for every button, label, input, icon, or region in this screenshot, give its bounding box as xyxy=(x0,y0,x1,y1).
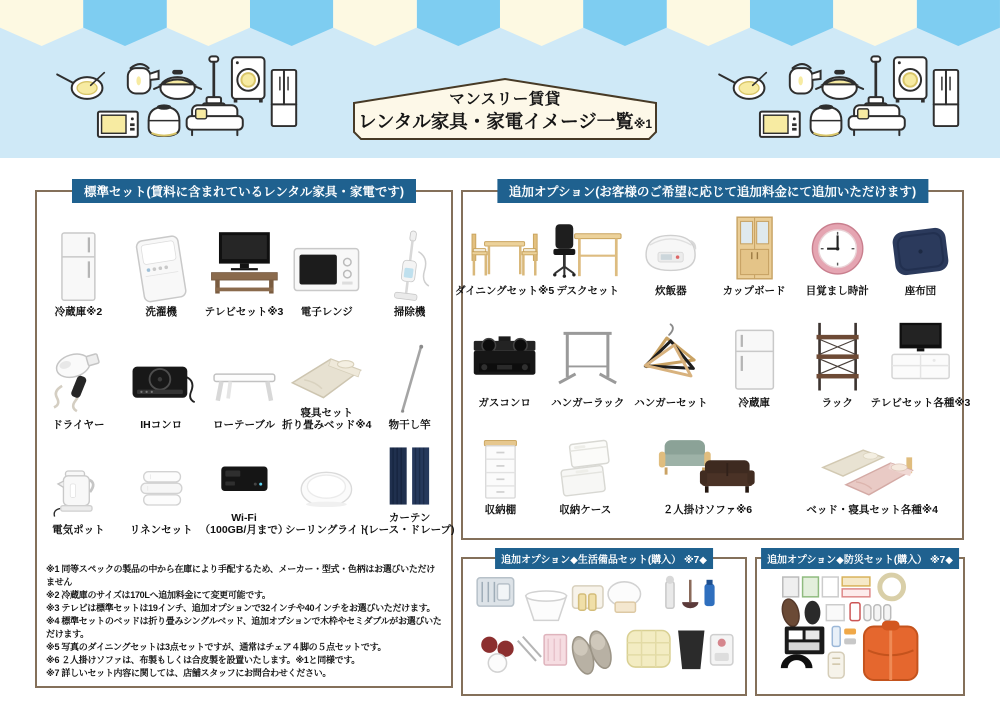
standard-set-panel xyxy=(35,185,455,688)
low-table-icon xyxy=(207,343,282,417)
product-label: 電子レンジ xyxy=(300,306,353,318)
product-image xyxy=(368,209,451,304)
awning-stripe xyxy=(583,0,666,46)
product-image xyxy=(633,430,783,502)
product-image xyxy=(463,430,538,502)
awning-stripe xyxy=(750,0,833,46)
product-item xyxy=(713,213,796,297)
product-label: ハンガーラック xyxy=(551,396,625,409)
product-item xyxy=(120,454,203,536)
product-image xyxy=(203,343,286,417)
desk-set-icon xyxy=(550,213,625,283)
product-label: ドライヤー xyxy=(52,419,105,432)
laundry-pole-icon xyxy=(372,343,447,417)
product-item xyxy=(203,343,286,431)
product-image xyxy=(879,319,962,395)
fridge-small-icon xyxy=(717,319,792,395)
product-row xyxy=(37,331,451,431)
dining-set-icon xyxy=(467,213,542,283)
product-image xyxy=(782,430,962,502)
footnotes-list xyxy=(37,563,451,680)
appliance-decor-right xyxy=(702,46,960,150)
product-label: ハンガーセット xyxy=(634,396,708,409)
rice-cooker-icon xyxy=(149,104,180,136)
product-item xyxy=(282,331,372,432)
product-image xyxy=(463,319,546,395)
product-sublabel: （100GB/月まで） xyxy=(199,524,289,537)
product-item xyxy=(203,209,286,318)
washing-machine-icon xyxy=(894,57,927,102)
title-banner xyxy=(346,76,664,142)
footnote: ※3 テレビは標準セットは19インチ、追加オプションで32インチや40インチをお選びいただけます。 xyxy=(46,602,436,613)
product-image xyxy=(37,454,120,522)
product-item xyxy=(538,430,633,516)
product-label: 炊飯器 xyxy=(655,285,687,298)
awning-stripe xyxy=(500,0,583,46)
product-item xyxy=(713,319,796,409)
footnote: ※1 同等スペックの製品の中から在庫により手配するため、メーカー・型式・色柄はお選びいただけません xyxy=(46,563,435,587)
living-goods-header: 追加オプション◆生活備品セット(購入） ※7◆ xyxy=(495,548,713,569)
pot-icon xyxy=(816,70,863,99)
optional-set-panel xyxy=(454,185,971,540)
product-row xyxy=(463,430,962,516)
product-label: カーテン xyxy=(388,512,431,525)
product-label: シーリングライト xyxy=(285,524,369,537)
awning-stripe xyxy=(667,0,750,46)
tv-lowboard-icon xyxy=(207,209,282,304)
appliance-decor-left xyxy=(40,46,298,150)
fridge-icon xyxy=(41,209,116,304)
pot-icon xyxy=(154,70,201,99)
product-label: 収納棚 xyxy=(484,504,517,517)
alarm-clock-icon xyxy=(800,213,875,283)
product-item xyxy=(633,430,783,516)
footnote: ※7 詳しいセット内容に関しては、店舗スタッフにお問合わせください。 xyxy=(46,667,332,678)
product-image xyxy=(538,430,633,502)
product-label: 寝具セット xyxy=(300,407,354,420)
product-image xyxy=(796,213,879,283)
living-goods-set-icon xyxy=(467,567,741,690)
product-label: 冷蔵庫※2 xyxy=(54,306,103,318)
refrigerator-icon xyxy=(272,70,296,126)
awning-stripes xyxy=(0,0,1000,46)
product-image xyxy=(285,454,368,522)
page-title-line2 xyxy=(346,108,664,134)
product-label: 冷蔵庫 xyxy=(738,396,770,409)
awning-stripe xyxy=(83,0,166,46)
product-item xyxy=(285,454,368,536)
product-image xyxy=(546,319,629,395)
product-image xyxy=(368,343,451,417)
product-label: 収納ケース xyxy=(559,504,612,517)
product-sublabel: (レース・ドレープ) xyxy=(364,524,455,537)
product-row xyxy=(454,213,962,298)
bed-set-icon xyxy=(786,430,958,502)
sofa-2seat-icon xyxy=(637,430,779,502)
product-label: ベッド・寝具セット各種※4 xyxy=(806,504,938,517)
electric-pot-icon xyxy=(41,454,116,522)
product-row xyxy=(463,319,971,409)
product-label: リネンセット xyxy=(129,524,193,537)
wifi-router-icon xyxy=(207,442,282,510)
product-image xyxy=(463,213,546,283)
product-item xyxy=(546,319,629,409)
product-item xyxy=(546,213,629,297)
product-item xyxy=(120,209,203,318)
product-label: デスクセット xyxy=(556,285,620,298)
sofa-icon xyxy=(187,105,243,135)
cupboard-icon xyxy=(717,213,792,283)
product-item xyxy=(463,319,546,409)
hair-dryer-icon xyxy=(41,343,116,417)
tv-stand-set-icon xyxy=(883,319,958,395)
bedding-set-icon xyxy=(289,331,364,405)
awning-banner xyxy=(0,0,1000,158)
disaster-kit-box xyxy=(755,557,965,696)
product-item xyxy=(199,442,289,537)
product-label: ２人掛けソファ※6 xyxy=(662,504,753,517)
optional-set-header: 追加オプション(お客様のご希望に応じて追加料金にて追加いただけます) xyxy=(497,179,928,203)
product-label: テレビセット※3 xyxy=(204,306,284,318)
washing-machine-icon xyxy=(232,57,265,102)
product-label: 洗濯機 xyxy=(145,306,177,318)
product-item xyxy=(364,442,455,537)
rice-cooker-icon xyxy=(811,104,842,136)
product-sublabel: 折り畳みベッド※4 xyxy=(282,419,372,432)
product-image xyxy=(203,442,286,510)
product-image xyxy=(285,331,368,405)
stick-vacuum-icon xyxy=(372,209,447,304)
awning-stripe xyxy=(0,0,83,46)
awning-stripe xyxy=(917,0,1000,46)
rack-shelf-icon xyxy=(800,319,875,395)
footnote: ※4 標準セットのベッドは折り畳みシングルベッド、追加オプションで木枠やセミダブルがお選びいただけます。 xyxy=(46,615,442,639)
rice-cooker-icon xyxy=(633,213,708,283)
product-image xyxy=(796,319,879,395)
product-item xyxy=(37,454,120,536)
product-image xyxy=(713,319,796,395)
footnote: ※2 冷蔵庫のサイズは170Lへ追加料金にて変更可能です。 xyxy=(46,589,271,600)
hanger-set-icon xyxy=(633,319,708,395)
product-item xyxy=(37,343,120,431)
product-image xyxy=(546,213,629,283)
product-item xyxy=(782,430,962,516)
frying-pan-icon xyxy=(719,73,766,99)
product-label: 座布団 xyxy=(904,285,937,298)
product-label: カップボード xyxy=(722,285,786,298)
product-item xyxy=(37,209,120,318)
product-image xyxy=(629,319,712,395)
microwave-icon xyxy=(98,112,138,137)
curtain-icon xyxy=(372,442,447,510)
product-item xyxy=(285,209,368,318)
standard-set-header: 標準セット(賃料に含まれているレンタル家具・家電です) xyxy=(72,179,416,203)
product-image xyxy=(203,209,286,304)
refrigerator-icon xyxy=(934,70,958,126)
product-label: ローテーブル xyxy=(212,419,276,432)
product-label: 電気ポット xyxy=(52,524,105,537)
hanger-rack-icon xyxy=(550,319,625,395)
awning-stripe xyxy=(250,0,333,46)
ih-cooktop-icon xyxy=(124,343,199,417)
disaster-kit-icon xyxy=(761,567,959,690)
product-item xyxy=(368,343,451,431)
product-label: 掃除機 xyxy=(393,306,426,318)
storage-cases-icon xyxy=(542,430,629,502)
footnote: ※6 ２人掛けソファは、布製もしくは合皮製を設置いたします。※1と同様です。 xyxy=(46,654,360,665)
page-title-text: レンタル家具・家電イメージ一覧 xyxy=(357,111,634,132)
microwave-icon xyxy=(760,112,800,137)
living-goods-box xyxy=(461,557,747,696)
product-image xyxy=(120,343,203,417)
product-item xyxy=(368,209,451,318)
stick-vacuum-icon xyxy=(865,56,887,108)
product-item xyxy=(454,213,555,298)
linen-set-icon xyxy=(124,454,199,522)
product-label: テレビセット各種※3 xyxy=(870,396,971,409)
product-image xyxy=(629,213,712,283)
awning-stripe xyxy=(833,0,916,46)
awning-stripe xyxy=(333,0,416,46)
storage-chest-icon xyxy=(467,430,534,502)
product-label: ガスコンロ xyxy=(478,396,531,409)
standard-set-grid xyxy=(37,192,455,537)
microwave-icon xyxy=(289,209,364,304)
awning-stripe xyxy=(167,0,250,46)
product-image xyxy=(120,209,203,304)
product-label: ダイニングセット※5 xyxy=(454,285,555,298)
product-item xyxy=(796,213,879,297)
product-item xyxy=(879,213,962,297)
product-image xyxy=(285,209,368,304)
awning-stripe xyxy=(417,0,500,46)
product-item xyxy=(629,319,712,409)
product-image xyxy=(368,442,451,510)
ceiling-light-icon xyxy=(289,454,364,522)
page-title-line1: マンスリー賃貸 xyxy=(449,91,561,108)
product-label: ラック xyxy=(821,396,853,409)
product-image xyxy=(879,213,962,283)
product-item xyxy=(629,213,712,297)
stick-vacuum-icon xyxy=(203,56,225,108)
product-label: IHコンロ xyxy=(140,419,183,432)
floor-cushion-icon xyxy=(883,213,958,283)
product-image xyxy=(120,454,203,522)
product-row xyxy=(37,209,451,318)
washer-icon xyxy=(124,209,199,304)
frying-pan-icon xyxy=(57,73,104,99)
disaster-kit-header: 追加オプション◆防災セット(購入） ※7◆ xyxy=(761,548,959,569)
product-image xyxy=(37,343,120,417)
product-image xyxy=(713,213,796,283)
product-label: 物干し竿 xyxy=(388,419,431,432)
product-label: 目覚まし時計 xyxy=(805,285,869,298)
product-label: Wi-Fi xyxy=(231,512,257,525)
product-item xyxy=(796,319,879,409)
title-note-ref: ※1 xyxy=(633,117,653,131)
product-row xyxy=(37,442,455,537)
gas-stove-icon xyxy=(467,319,542,395)
product-item xyxy=(870,319,971,409)
product-image xyxy=(37,209,120,304)
sofa-icon xyxy=(849,105,905,135)
footnote: ※5 写真のダイニングセットは3点セットですが、通常はチェア４脚の５点セットです。 xyxy=(46,641,387,652)
product-item xyxy=(463,430,538,516)
product-item xyxy=(120,343,203,431)
